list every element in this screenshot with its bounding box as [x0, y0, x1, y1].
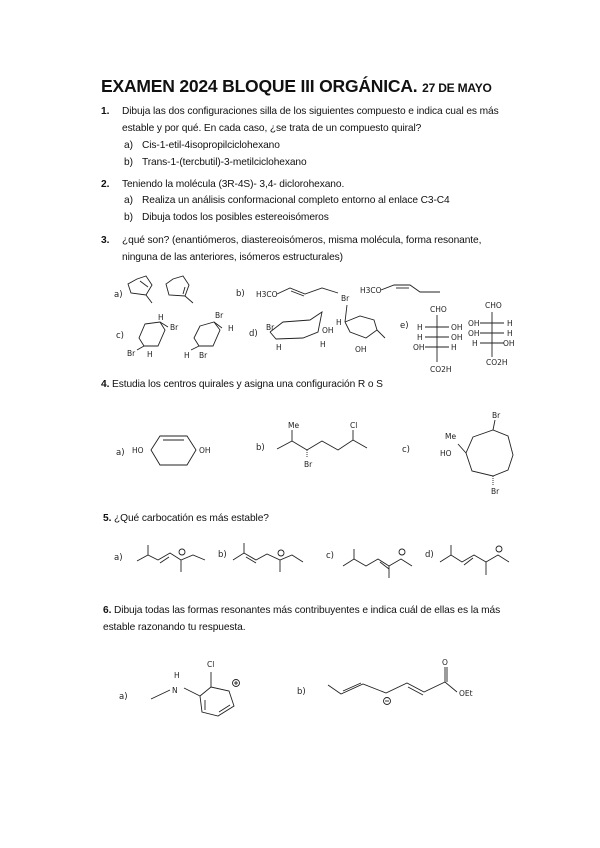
q3-d-br2: Br: [341, 294, 350, 303]
f2-top: CHO: [485, 301, 502, 310]
q3-c-h2: H: [147, 350, 153, 359]
q1-a-label: a): [124, 140, 133, 151]
q2-a-label: a): [124, 195, 133, 206]
q3-c-h3: H: [228, 324, 234, 333]
f1-r2l: H: [417, 333, 423, 342]
q3-b-label: b): [236, 289, 245, 299]
q2-b-label: b): [124, 212, 133, 223]
q4-c-br2: Br: [491, 487, 500, 496]
q6-a-n: N: [172, 686, 178, 695]
q5-d-label: d): [425, 550, 434, 560]
q5-d-charge: [496, 546, 502, 552]
q3-d-h: H: [276, 343, 282, 352]
q5-number: 5.: [103, 513, 112, 524]
q6-b-o: O: [442, 658, 448, 667]
q3-d-oh2: OH: [355, 345, 367, 354]
q4-c-br1: Br: [492, 411, 501, 420]
title-date: 27 DE MAYO: [422, 81, 492, 95]
q3-line2: ninguna de las anteriores, isómeros estructurales): [122, 252, 343, 263]
q1-b-label: b): [124, 157, 133, 168]
q3-d-h3: H: [336, 318, 342, 327]
q2-b-text: Dibuja todos los posibles estereoisómeros: [142, 212, 329, 223]
q4-c-label: c): [402, 445, 410, 455]
q5-carbocations: [114, 543, 509, 578]
q4-b-label: b): [256, 443, 265, 453]
q1-line2: estable y por qué. En cada caso, ¿se trata de un compuesto quiral?: [122, 123, 422, 134]
q6-a-structure: [119, 660, 240, 716]
q4-a-label: a): [116, 448, 125, 458]
q4-c-me: Me: [445, 432, 457, 441]
f1-r3r: H: [451, 343, 457, 352]
q6-a-cl: Cl: [207, 660, 215, 669]
q5-a-label: a): [114, 553, 123, 563]
q3-d-br: Br: [266, 323, 275, 332]
q3-number: 3.: [101, 235, 110, 246]
q1-number: 1.: [101, 106, 110, 117]
f2-r1r: H: [507, 319, 513, 328]
q3-c-label: c): [116, 331, 124, 341]
q3-b-group-1: H3CO: [256, 290, 278, 299]
f1-top: CHO: [430, 305, 447, 314]
q6-a-label: a): [119, 692, 128, 702]
q2-text1: Teniendo la molécula (3R-4S)- 3,4- diclorohexano.: [122, 179, 345, 190]
q5-b-label: b): [218, 550, 227, 560]
q5-a-charge: [179, 549, 185, 555]
q6-a-h: H: [174, 671, 180, 680]
q3-b-ethers: [236, 285, 440, 299]
q5-text1: ¿Qué carbocatión es más estable?: [114, 513, 269, 524]
q3-text1: ¿qué son? (enantiómeros, diastereoisómeros, misma molécula, forma resonante,: [122, 235, 482, 246]
q3-c-cyclohexanes: [116, 311, 234, 360]
q4-a-cyclohexenediol: [116, 436, 211, 465]
q4-a-ho: HO: [132, 446, 144, 455]
q3-b-group-2: H3CO: [360, 286, 382, 295]
cyclopentene-1: [128, 276, 152, 295]
q1-a-text: Cis-1-etil-4isopropilciclohexano: [142, 140, 280, 151]
q3-d-h2: H: [320, 340, 326, 349]
q3-a-cyclopentenes: [114, 276, 193, 303]
q6-b-oet: OEt: [459, 689, 473, 698]
q2-number: 2.: [101, 179, 110, 190]
q1-text1: Dibuja las dos configuraciones silla de los siguientes compuesto e indica cual es más: [122, 106, 499, 117]
f1-r1l: H: [417, 323, 423, 332]
q4-a-oh: OH: [199, 446, 211, 455]
q3-c-br2: Br: [127, 349, 136, 358]
q3-c-h: H: [158, 313, 164, 322]
q3-c-br4: Br: [199, 351, 208, 360]
q4-text1: Estudia los centros quirales y asigna una configuración R o S: [112, 379, 383, 390]
q3-d-label: d): [249, 329, 258, 339]
q6-number: 6.: [103, 605, 112, 616]
q6-b-structure: [297, 658, 473, 705]
q3-c-br: Br: [170, 323, 179, 332]
q3-d-oh: OH: [322, 326, 334, 335]
f1-bottom: CO2H: [430, 365, 452, 374]
f1-r2r: OH: [451, 333, 463, 342]
f1-r3l: OH: [413, 343, 425, 352]
q2-a-text: Realiza un análisis conformacional completo entorno al enlace C3-C4: [142, 195, 450, 206]
q5-c-charge: [399, 549, 405, 555]
q3-e-fischer: [400, 301, 515, 374]
title-main: EXAMEN 2024 BLOQUE III ORGÁNICA.: [101, 76, 418, 96]
cyclopentene-2: [166, 276, 189, 296]
q6-line2: estable razonando tu respuesta.: [103, 622, 246, 633]
q6-text1: Dibuja todas las formas resonantes más contribuyentes e indica cuál de ellas es la más: [114, 605, 501, 616]
q3-e-label: e): [400, 321, 409, 331]
f2-r2r: H: [507, 329, 513, 338]
q5-c-label: c): [326, 551, 334, 561]
q5-b-charge: [278, 550, 284, 556]
q4-c-cycloheptane: [402, 411, 513, 496]
f2-r2l: OH: [468, 329, 480, 338]
q3-c-h4: H: [184, 351, 190, 360]
q4-b-cl: Cl: [350, 421, 358, 430]
q1-b-text: Trans-1-(tercbutil)-3-metilciclohexano: [142, 157, 307, 168]
q4-b-me: Me: [288, 421, 300, 430]
q3-a-label: a): [114, 290, 123, 300]
q4-b-chain: [256, 421, 367, 469]
f2-r3r: OH: [503, 339, 515, 348]
f2-r1l: OH: [468, 319, 480, 328]
q4-c-ho: HO: [440, 449, 452, 458]
q4-b-br: Br: [304, 460, 313, 469]
q3-d-chairs: [249, 294, 385, 354]
q6-b-label: b): [297, 687, 306, 697]
f1-r1r: OH: [451, 323, 463, 332]
q4-number: 4.: [101, 379, 110, 390]
f2-r3l: H: [472, 339, 478, 348]
q3-c-br3: Br: [215, 311, 224, 320]
f2-bottom: CO2H: [486, 358, 508, 367]
